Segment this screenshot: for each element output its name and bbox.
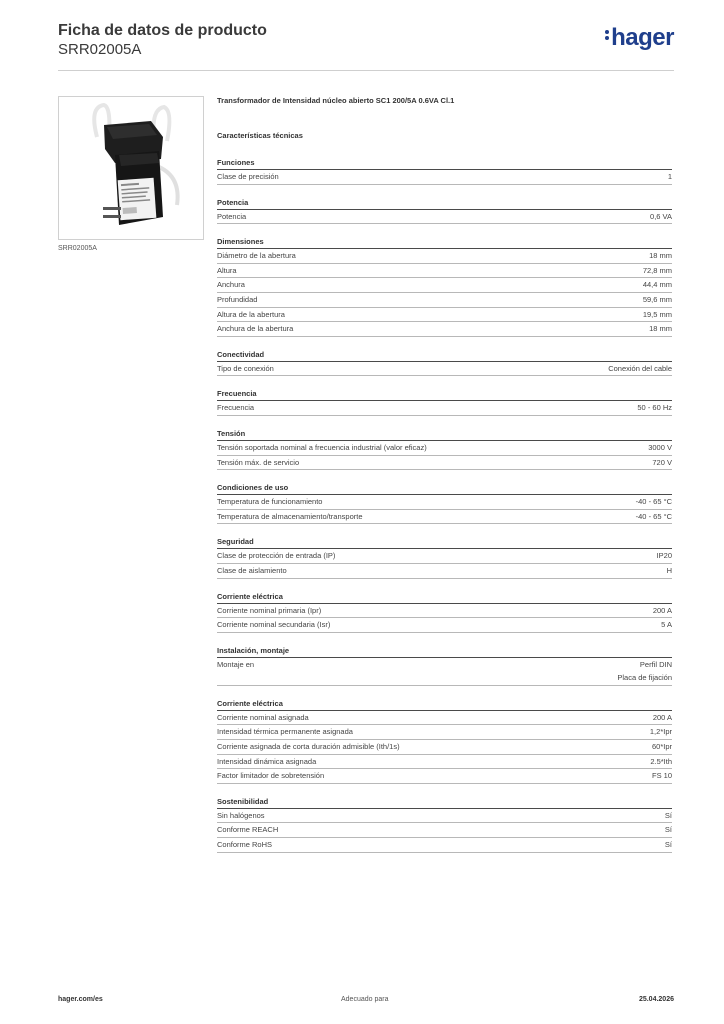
spec-label: Conforme REACH bbox=[217, 825, 279, 835]
spec-row bbox=[217, 549, 672, 564]
spec-value: FS 10 bbox=[651, 771, 672, 781]
spec-row bbox=[217, 658, 672, 686]
spec-label: Corriente asignada de corta duración admisible (Ith/1s) bbox=[217, 742, 400, 752]
spec-row bbox=[217, 740, 672, 755]
spec-label: Intensidad térmica permanente asignada bbox=[217, 727, 353, 737]
spec-value: 200 A bbox=[652, 712, 672, 722]
section-title: Tensión bbox=[217, 428, 672, 441]
spec-label: Altura bbox=[217, 265, 237, 275]
document-title: Ficha de datos de producto bbox=[58, 22, 267, 39]
spec-label: Profundidad bbox=[217, 294, 258, 304]
spec-label: Altura de la abertura bbox=[217, 309, 285, 319]
spec-value: -40 - 65 °C bbox=[635, 497, 672, 507]
spec-label: Clase de aislamiento bbox=[217, 565, 287, 575]
spec-value: 5 A bbox=[661, 620, 672, 630]
spec-label: Sin halógenos bbox=[217, 810, 265, 820]
spec-value: 2.5*Ith bbox=[650, 756, 672, 766]
spec-label: Anchura de la abertura bbox=[217, 324, 294, 334]
spec-value bbox=[617, 658, 672, 685]
product-photo bbox=[58, 96, 204, 240]
product-code: SRR02005A bbox=[58, 41, 142, 58]
spec-label: Potencia bbox=[217, 211, 247, 221]
spec-row bbox=[217, 210, 672, 225]
section-title: Condiciones de uso bbox=[217, 482, 672, 495]
spec-label: Clase de precisión bbox=[217, 172, 279, 181]
spec-value: 44,4 mm bbox=[642, 280, 672, 290]
spec-row bbox=[217, 362, 672, 377]
spec-value-line: Placa de fijación bbox=[617, 673, 672, 683]
section-title: Frecuencia bbox=[217, 388, 672, 401]
spec-section bbox=[217, 349, 672, 377]
section-title: Funciones bbox=[217, 157, 672, 170]
spec-row bbox=[217, 510, 672, 525]
spec-value: 18 mm bbox=[649, 324, 672, 334]
section-title: Corriente eléctrica bbox=[217, 591, 672, 604]
section-title: Seguridad bbox=[217, 536, 672, 549]
spec-row bbox=[217, 441, 672, 456]
spec-label: Intensidad dinámica asignada bbox=[217, 756, 317, 766]
section-title: Instalación, montaje bbox=[217, 645, 672, 658]
spec-value: 18 mm bbox=[649, 251, 672, 261]
spec-section bbox=[217, 796, 672, 853]
spec-row bbox=[217, 401, 672, 416]
spec-value: Conexión del cable bbox=[608, 363, 672, 373]
spec-row bbox=[217, 249, 672, 264]
spec-label: Tensión máx. de servicio bbox=[217, 457, 300, 467]
section-title: Potencia bbox=[217, 197, 672, 210]
spec-value: -40 - 65 °C bbox=[635, 511, 672, 521]
spec-section bbox=[217, 591, 672, 633]
spec-row bbox=[217, 809, 672, 824]
spec-value: Sí bbox=[664, 825, 672, 835]
hager-logo bbox=[605, 24, 674, 52]
datasheet-content bbox=[217, 96, 672, 865]
spec-row bbox=[217, 264, 672, 279]
spec-value: 72,8 mm bbox=[642, 265, 672, 275]
spec-label: Montaje en bbox=[217, 659, 255, 669]
spec-label: Diámetro de la abertura bbox=[217, 251, 296, 261]
spec-value: 0,6 VA bbox=[650, 211, 672, 221]
spec-value: H bbox=[666, 565, 672, 575]
spec-row bbox=[217, 278, 672, 293]
spec-row bbox=[217, 838, 672, 853]
spec-row bbox=[217, 170, 672, 185]
spec-label: Corriente nominal asignada bbox=[217, 712, 309, 722]
spec-value: 720 V bbox=[652, 457, 672, 467]
technical-characteristics-heading: Características técnicas bbox=[217, 131, 303, 140]
section-title: Conectividad bbox=[217, 349, 672, 362]
spec-section bbox=[217, 698, 672, 784]
spec-value: 3000 V bbox=[648, 442, 672, 452]
spec-section bbox=[217, 428, 672, 470]
spec-section bbox=[217, 197, 672, 225]
spec-label: Corriente nominal primaria (Ipr) bbox=[217, 605, 322, 615]
section-title: Dimensiones bbox=[217, 236, 672, 249]
spec-label: Clase de protección de entrada (IP) bbox=[217, 551, 336, 561]
spec-section bbox=[217, 536, 672, 578]
current-transformer-image bbox=[59, 97, 203, 239]
spec-section bbox=[217, 157, 672, 185]
section-title: Sostenibilidad bbox=[217, 796, 672, 809]
spec-row bbox=[217, 755, 672, 770]
page-header bbox=[58, 22, 674, 71]
spec-value: Sí bbox=[664, 810, 672, 820]
spec-value: 19,5 mm bbox=[642, 309, 672, 319]
spec-sections bbox=[217, 157, 672, 853]
spec-row bbox=[217, 604, 672, 619]
spec-label: Corriente nominal secundaria (Isr) bbox=[217, 620, 331, 630]
spec-label: Factor limitador de sobretensión bbox=[217, 771, 325, 781]
spec-section bbox=[217, 645, 672, 686]
spec-row bbox=[217, 322, 672, 337]
spec-section bbox=[217, 388, 672, 416]
section-title: Corriente eléctrica bbox=[217, 698, 672, 711]
spec-value: 59,6 mm bbox=[642, 294, 672, 304]
spec-row bbox=[217, 456, 672, 471]
spec-value: 1 bbox=[667, 172, 672, 181]
spec-row bbox=[217, 308, 672, 323]
spec-label: Anchura bbox=[217, 280, 245, 290]
spec-label: Tensión soportada nominal a frecuencia industrial (valor eficaz) bbox=[217, 442, 427, 452]
spec-row bbox=[217, 711, 672, 726]
spec-label: Temperatura de funcionamiento bbox=[217, 497, 323, 507]
logo-text: hager bbox=[611, 24, 674, 51]
spec-value: IP20 bbox=[656, 551, 672, 561]
spec-row bbox=[217, 293, 672, 308]
spec-section bbox=[217, 482, 672, 524]
spec-row bbox=[217, 564, 672, 579]
spec-row bbox=[217, 495, 672, 510]
spec-label: Conforme RoHS bbox=[217, 840, 273, 850]
logo-dots-icon bbox=[605, 28, 610, 42]
spec-value: 60*Ipr bbox=[651, 742, 672, 752]
spec-value: 1,2*Ipr bbox=[649, 727, 672, 737]
spec-label: Frecuencia bbox=[217, 403, 255, 413]
footer-suitable-for: Adecuado para bbox=[341, 996, 389, 1003]
spec-value-line: Perfil DIN bbox=[639, 659, 672, 669]
spec-row bbox=[217, 618, 672, 633]
spec-section bbox=[217, 236, 672, 337]
spec-label: Temperatura de almacenamiento/transporte bbox=[217, 511, 363, 521]
spec-value: Sí bbox=[664, 840, 672, 850]
spec-row bbox=[217, 769, 672, 784]
spec-value: 200 A bbox=[652, 605, 672, 615]
spec-row bbox=[217, 725, 672, 740]
footer-website: hager.com/es bbox=[58, 996, 103, 1003]
footer-date: 25.04.2026 bbox=[638, 996, 674, 1003]
spec-row bbox=[217, 823, 672, 838]
spec-value: 50 - 60 Hz bbox=[637, 403, 672, 413]
product-title: Transformador de Intensidad núcleo abierto SC1 200/5A 0.6VA Cl.1 bbox=[217, 96, 455, 105]
spec-label: Tipo de conexión bbox=[217, 363, 274, 373]
photo-caption: SRR02005A bbox=[58, 245, 97, 252]
